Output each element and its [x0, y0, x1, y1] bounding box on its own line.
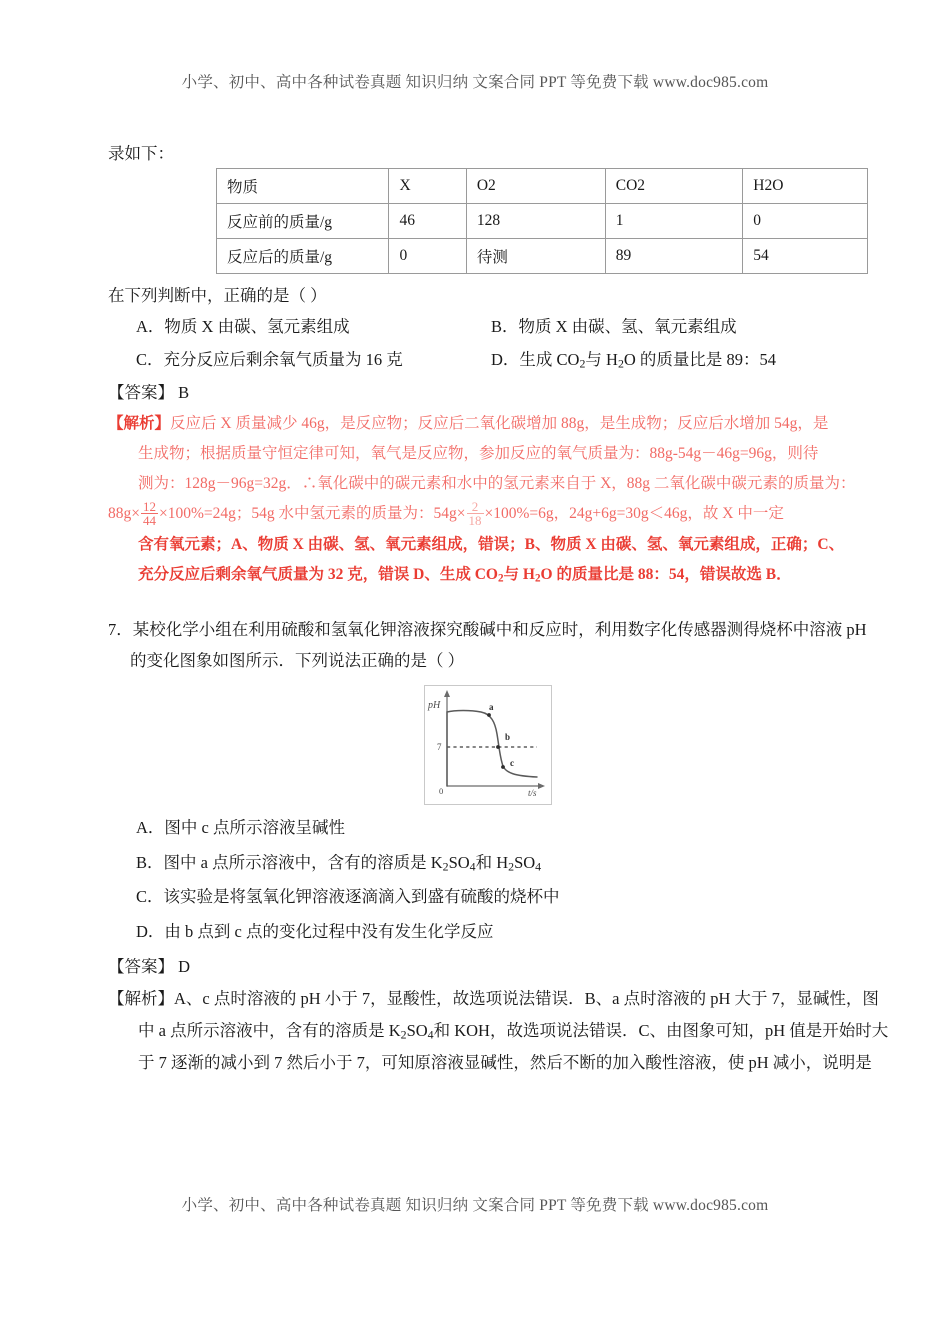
q6-option-d-sub2: 2: [617, 356, 624, 371]
q7-line-1: [108, 616, 868, 645]
q6-option-row-ab: [108, 311, 868, 343]
table-cell-substance-co2: CO2: [605, 169, 743, 204]
q6-explanation-text-1: 反应后 X 质量减少 46g，是反应物；反应后二氧化碳增加 88g，是生成物；反应后水增加 54g，是: [170, 414, 829, 432]
ph-curve-path: [447, 711, 537, 787]
fraction-denominator: 44: [143, 513, 156, 529]
point-b-label: b: [505, 732, 511, 743]
point-a-marker: [487, 713, 491, 717]
question-7-block: [108, 616, 889, 1079]
q7-explanation-line-2: [108, 1015, 889, 1047]
q7-number: 7．: [108, 620, 133, 639]
q6-explanation-text-6a: 充分反应后剩余氧气质量为 32 克，错误 D、生成 CO: [138, 565, 498, 583]
q7-explanation-text-2c: 和 KOH，故选项说法错误．C、由图象可知，pH 值是开始时大: [433, 1020, 889, 1040]
table-cell-before-label: 反应前的质量/g: [217, 204, 389, 239]
fraction-2-18: [467, 500, 484, 528]
q6-explanation-tag: 【解析】: [108, 414, 171, 432]
q6-option-d-mid: 与 H: [585, 349, 618, 369]
q6-answer-label: 【答案】: [108, 382, 174, 402]
q6-explanation-text-4c: ×100%=6g，24g+6g=30g＜46g，故 X 中一定: [484, 505, 784, 523]
x-axis-arrow: [538, 783, 545, 789]
q7-explanation-text-1: A、c 点时溶液的 pH 小于 7，显酸性，故选项说法错误．B、a 点时溶液的 pH 大于 7，显碱性，图: [174, 988, 879, 1008]
q7-explanation-block: [108, 983, 889, 1080]
q7-explanation-line-1: [108, 983, 879, 1015]
q7-option-b[interactable]: [108, 846, 868, 881]
q7-explanation-sub-2: 4: [427, 1027, 434, 1042]
q7-option-b-sub2: 4: [469, 859, 476, 874]
fraction-numerator: 2: [471, 499, 479, 515]
table-cell-before-x: 46: [389, 204, 466, 239]
footer-watermark: 小学、初中、高中各种试卷真题 知识归纳 文案合同 PPT 等免费下载 www.doc985.com: [181, 1197, 769, 1214]
table-cell-substance-label: 物质: [217, 169, 389, 204]
table-cell-after-h2o: 54: [743, 239, 868, 274]
table-cell-after-co2: 89: [605, 239, 743, 274]
table-row: [217, 204, 868, 239]
ph-curve-svg: [425, 686, 549, 802]
q7-option-a[interactable]: A．图中 c 点所示溶液呈碱性: [136, 818, 345, 838]
table-row: [217, 169, 868, 204]
q7-explanation-line-3: 于 7 逐渐的减小到 7 然后小于 7，可知原溶液显碱性，然后不断的加入酸性溶液，使 pH 减小，说明是: [138, 1052, 872, 1072]
point-c-marker: [501, 765, 505, 769]
q7-explanation-text-2a: 中 a 点所示溶液中，含有的溶质是 K: [138, 1020, 401, 1040]
q6-explanation-line-3: 测为：128g－96g=32g．∴氧化碳中的碳元素和水中的氢元素来自于 X，88g 二氧化碳中碳元素的质量为：: [138, 475, 856, 493]
q7-option-b-sub1: 2: [442, 859, 449, 874]
q7-explanation-tag: 【解析】: [108, 988, 174, 1008]
table-cell-before-co2: 1: [605, 204, 743, 239]
q7-answer-label: 【答案】: [108, 956, 174, 976]
table-cell-after-label: 反应后的质量/g: [217, 239, 389, 274]
q7-explanation-text-2b: SO: [406, 1020, 428, 1040]
q6-option-a[interactable]: A．物质 X 由碳、氢元素组成: [136, 317, 350, 337]
q6-prompt: 在下列判断中，正确的是（ ）: [108, 286, 327, 305]
q7-explanation-sub-1: 2: [400, 1027, 407, 1042]
table-cell-substance-x: X: [389, 169, 466, 204]
q6-explanation-line-2: 生成物；根据质量守恒定律可知，氧气是反应物，参加反应的氧气质量为：88g-54g－46g=96g，则待: [138, 444, 819, 462]
q6-explanation-block: [108, 409, 868, 590]
q6-option-d-pre: D．生成 CO: [491, 349, 580, 369]
table-cell-substance-o2: O2: [466, 169, 605, 204]
point-c-label: c: [510, 758, 514, 769]
q7-option-c[interactable]: C．该实验是将氢氧化钾溶液逐滴滴入到盛有硫酸的烧杯中: [136, 887, 560, 907]
q6-explanation-sub-1: 2: [497, 572, 504, 585]
q6-explanation-line-1: [108, 409, 868, 439]
q6-option-d-sub1: 2: [579, 356, 586, 371]
ph7-tick-label: 7: [437, 742, 442, 753]
table-cell-before-o2: 128: [466, 204, 605, 239]
q7-line-2: 的变化图象如图所示．下列说法正确的是（ ）: [130, 650, 465, 670]
q6-explanation-line-5: 含有氧元素；A、物质 X 由碳、氢、氧元素组成，错误；B、物质 X 由碳、氢、氧元素组成，正确；C、: [138, 535, 845, 553]
q6-explanation-text-4b: ×100%=24g；54g 水中氢元素的质量为：54g×: [159, 505, 466, 523]
point-a-label: a: [489, 702, 494, 713]
q6-option-d[interactable]: [483, 344, 868, 376]
q6-option-row-cd: [108, 344, 868, 376]
q6-option-c[interactable]: C．充分反应后剩余氧气质量为 16 克: [136, 349, 403, 369]
y-axis-label: pH: [428, 700, 441, 712]
fraction-denominator: 18: [468, 513, 482, 529]
q6-explanation-line-4: [108, 499, 868, 529]
fraction-12-44: [141, 500, 158, 528]
q7-stem-text-1: 某校化学小组在利用硫酸和氢氧化钾溶液探究酸碱中和反应时，利用数字化传感器测得烧杯中溶液 pH: [132, 620, 867, 639]
q6-option-b[interactable]: B．物质 X 由碳、氢、氧元素组成: [491, 317, 737, 337]
q7-option-b-mid: SO: [448, 852, 470, 872]
q6-answer-value: B: [178, 382, 190, 402]
y-axis-arrow: [444, 690, 450, 697]
q6-explanation-text-6b: 与 H: [503, 565, 535, 583]
ph-curve-figure: [424, 685, 552, 805]
q7-answer-value: D: [178, 956, 191, 976]
q6-explanation-line-6: [108, 560, 868, 590]
q6-option-d-tail: O 的质量比是 89：54: [623, 349, 777, 369]
q6-lead-text: 录如下：: [108, 144, 174, 163]
q7-option-b-sub4: 4: [535, 859, 542, 874]
q6-answer-line: [108, 376, 868, 409]
mass-conservation-table: [216, 168, 868, 274]
q7-option-b-mid2: 和 H: [475, 852, 509, 872]
q6-explanation-sub-2: 2: [534, 572, 541, 585]
table-cell-after-x: 0: [389, 239, 466, 274]
ph-chart-container: [108, 685, 868, 805]
point-b-marker: [496, 745, 500, 749]
table-cell-substance-h2o: H2O: [743, 169, 868, 204]
q7-answer-line: [108, 950, 868, 983]
document-body: [108, 140, 889, 1079]
x-axis-label: t/s: [528, 788, 537, 799]
table-cell-before-h2o: 0: [743, 204, 868, 239]
q7-option-d[interactable]: D．由 b 点到 c 点的变化过程中没有发生化学反应: [136, 921, 494, 941]
q7-option-b-pre: B．图中 a 点所示溶液中，含有的溶质是 K: [136, 852, 443, 872]
q6-explanation-text-6c: O 的质量比是 88：54，错误故选 B．: [540, 565, 792, 583]
fraction-numerator: 12: [143, 499, 156, 515]
table-cell-after-o2: 待测: [466, 239, 605, 274]
q7-option-b-sub3: 2: [508, 859, 515, 874]
header-watermark: 小学、初中、高中各种试卷真题 知识归纳 文案合同 PPT 等免费下载 www.doc985.com: [181, 74, 769, 91]
q7-option-b-mid3: SO: [514, 852, 536, 872]
table-row: [217, 239, 868, 274]
q6-explanation-text-4a: 88g×: [108, 505, 140, 523]
origin-label: 0: [439, 786, 444, 797]
